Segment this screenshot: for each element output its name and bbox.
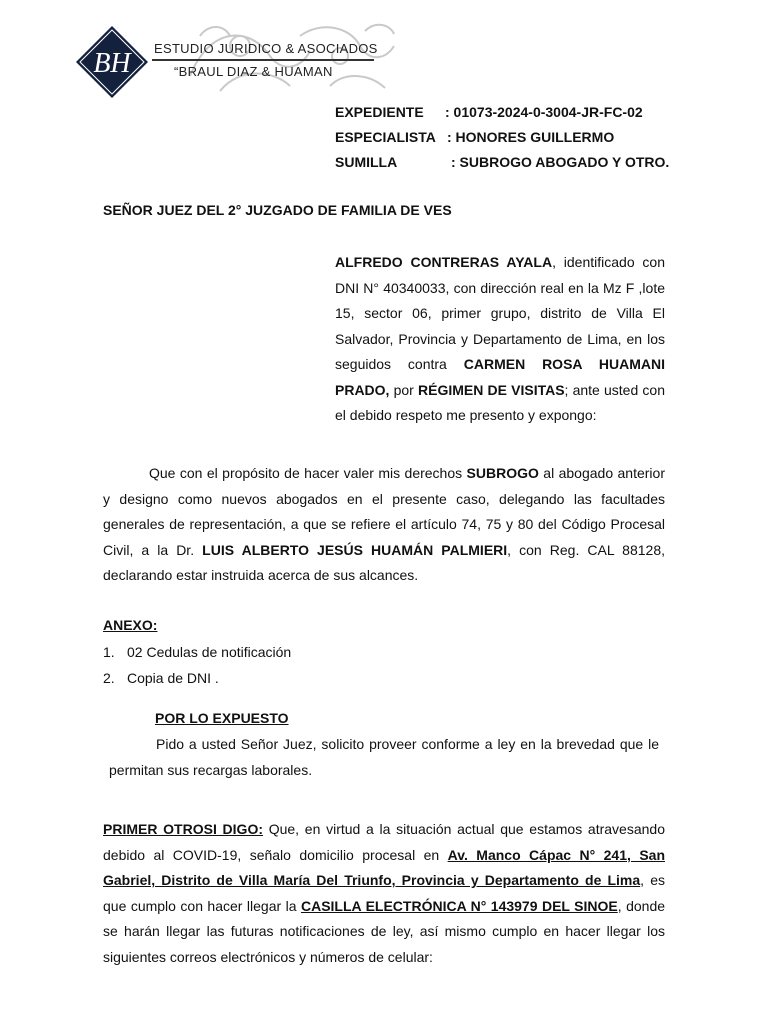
- petitioner-name: ALFREDO CONTRERAS AYALA: [335, 254, 553, 270]
- para1-text-1: Que con el propósito de hacer valer mis derechos: [149, 465, 467, 481]
- otrosi-label: PRIMER OTROSI DIGO:: [103, 821, 263, 837]
- expuesto-paragraph: [109, 732, 659, 783]
- sumilla-label: SUMILLA: [335, 154, 398, 170]
- electronic-box: CASILLA ELECTRÓNICA N° 143979 DEL SINOE: [300, 897, 618, 914]
- especialista-label: ESPECIALISTA: [335, 129, 436, 145]
- firm-logo-icon: [76, 26, 148, 98]
- list-item: [103, 640, 291, 666]
- para1-text-2: al abogado anterior y designo como nuevos abogados en el presente caso, delegando las facultades generales de representación, a que se refiere el artículo 74, 75 y 80 del Código Procesal Civil, a la Dr.: [103, 465, 665, 558]
- especialista-value: : HONORES GUILLERMO: [447, 129, 615, 145]
- intro-text-2: por: [389, 381, 419, 398]
- expediente-label: EXPEDIENTE: [335, 104, 424, 120]
- case-header: [335, 100, 675, 175]
- intro-text-3: ; ante usted con el debido respeto me presento y expongo:: [335, 381, 665, 423]
- expediente-value: : 01073-2024-0-3004-JR-FC-02: [445, 104, 643, 120]
- expuesto-text: Pido a usted Señor Juez, solicito proveer conforme a ley en la brevedad que le permitan sus recargas laborales.: [109, 736, 659, 778]
- subrogation-paragraph: [103, 461, 665, 589]
- intro-text-1: , identificado con DNI N° 40340033, con dirección real en la Mz F ,lote 15, sector 06, primer grupo, distrito de Villa El Salvador, Provincia y Departamento de Lima, en los seguidos contra: [335, 254, 665, 372]
- annex-list: [103, 640, 291, 691]
- annex-item-text: 02 Cedulas de notificación: [127, 644, 292, 660]
- letterhead: [70, 16, 400, 102]
- otrosi-text-1: Que, en virtud a la situación actual que estamos atravesando debido al COVID-19, señalo domicilio procesal en: [103, 821, 665, 863]
- otrosi-text-2: , es que cumplo con hacer llegar la: [103, 872, 665, 914]
- lawyer-name: LUIS ALBERTO JESÚS HUAMÁN PALMIERI: [202, 541, 508, 558]
- otrosi-paragraph: [103, 817, 665, 970]
- sumilla-value: : SUBROGO ABOGADO Y OTRO.: [451, 154, 670, 170]
- annex-item-text: Copia de DNI .: [127, 669, 219, 686]
- defendant-name: CARMEN ROSA HUAMANI PRADO,: [335, 356, 665, 398]
- expediente-row: [335, 100, 675, 125]
- logo-monogram: BH: [93, 48, 131, 79]
- letterhead-rule: [152, 59, 374, 61]
- procedural-address: Av. Manco Cápac N° 241, San Gabriel, Distrito de Villa María Del Triunfo, Provincia y Departamento de Lima: [103, 846, 665, 888]
- case-matter: RÉGIMEN DE VISITAS: [418, 381, 565, 398]
- annex-item-number: 2.: [103, 669, 115, 686]
- especialista-row: [335, 125, 675, 150]
- firm-name: ESTUDIO JURIDICO & ASOCIADOS: [154, 41, 378, 56]
- addressee: SEÑOR JUEZ DEL 2° JUZGADO DE FAMILIA DE VES: [103, 202, 452, 218]
- list-item: [103, 666, 291, 692]
- para1-subrogo: SUBROGO: [466, 465, 539, 481]
- sumilla-row: [335, 150, 675, 175]
- annex-title: ANEXO:: [103, 617, 158, 633]
- expuesto-title: POR LO EXPUESTO: [155, 710, 289, 726]
- annex-item-number: 1.: [103, 644, 115, 660]
- petitioner-intro: [335, 250, 665, 429]
- para1-text-3: , con Reg. CAL 88128, declarando estar instruida acerca de sus alcances.: [103, 541, 665, 583]
- firm-subtitle: “BRAUL DIAZ & HUAMAN: [174, 64, 333, 79]
- otrosi-text-3: , donde se harán llegar las futuras notificaciones de ley, así mismo cumplo en hacer llegar los siguientes correos electrónicos y números de celular:: [103, 897, 666, 965]
